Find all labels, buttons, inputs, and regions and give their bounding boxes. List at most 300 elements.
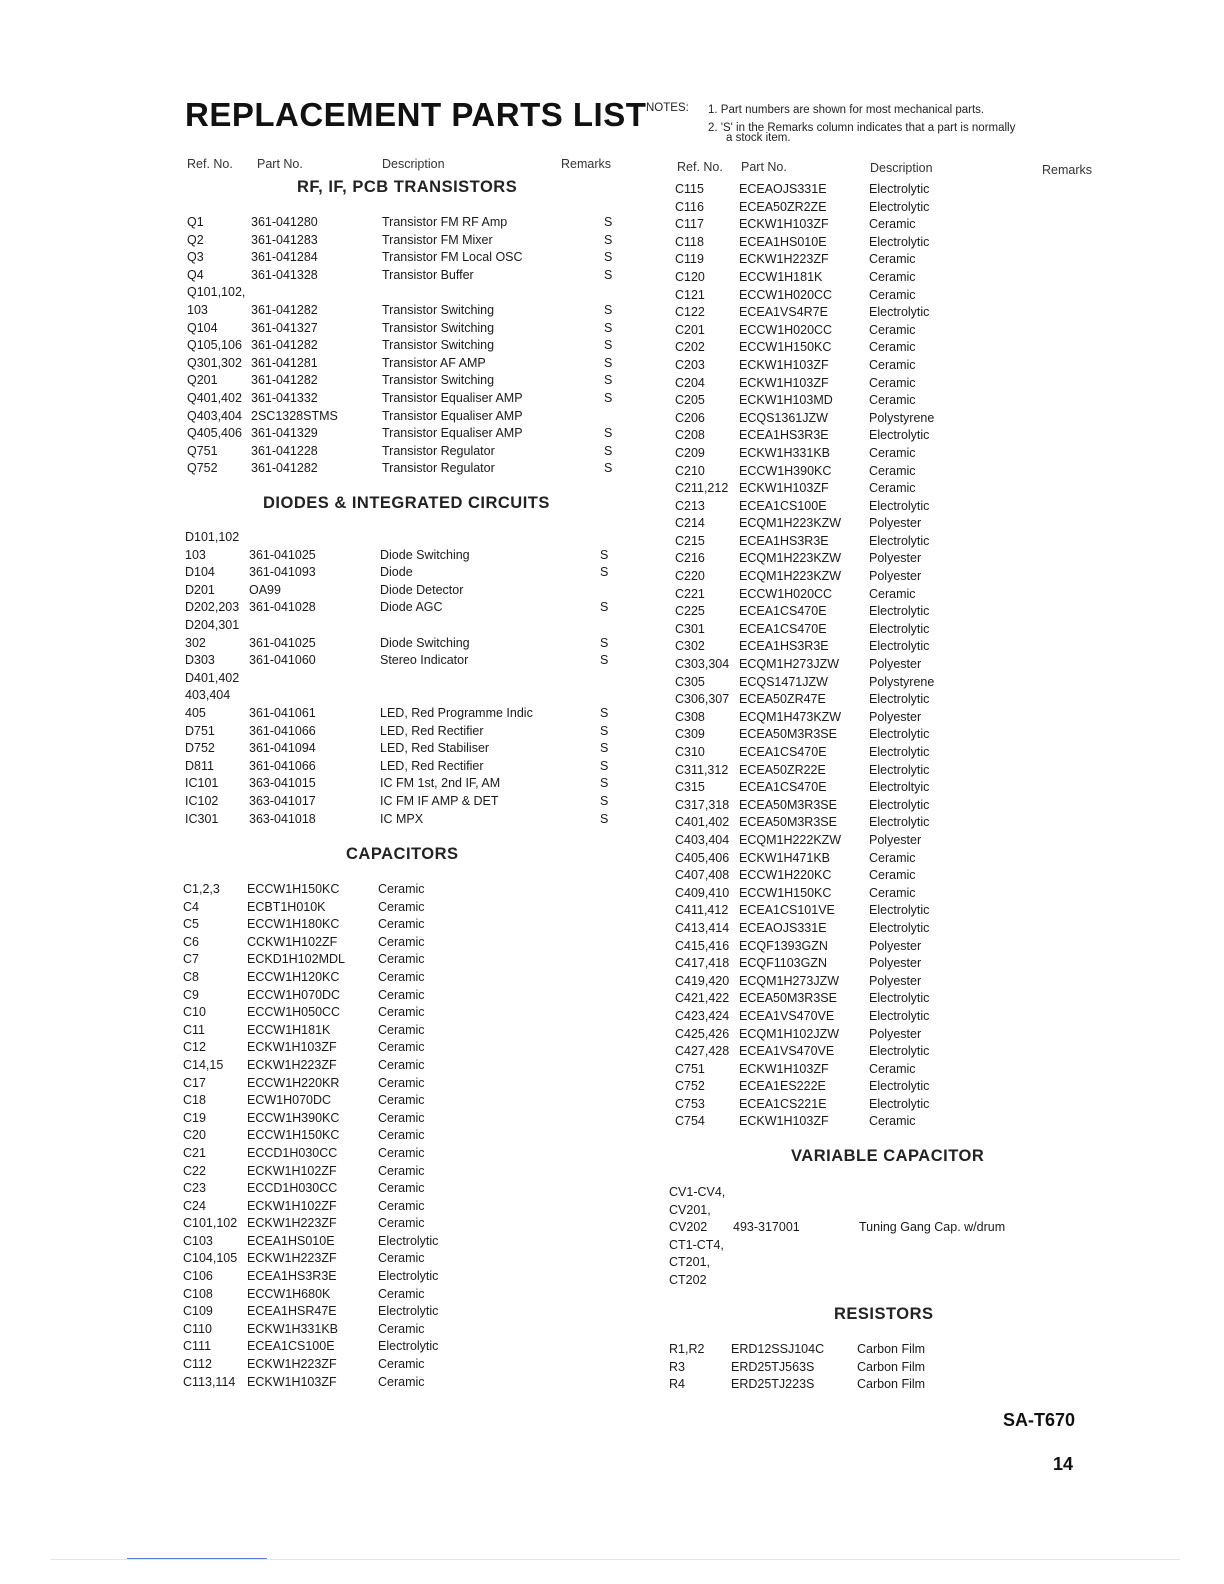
- description: Transistor FM Local OSC: [382, 250, 523, 265]
- remarks: S: [600, 758, 609, 773]
- part-no: 361-041094: [249, 741, 316, 756]
- ref-no: C7: [183, 952, 199, 967]
- remarks: S: [604, 390, 613, 405]
- description: Ceramic: [869, 252, 916, 267]
- description: Electrolytic: [869, 621, 930, 636]
- description: Tuning Gang Cap. w/drum: [859, 1220, 1006, 1235]
- remarks: S: [600, 547, 609, 562]
- remarks: S: [604, 426, 613, 441]
- part-no: ECEA1VS4R7E: [739, 305, 828, 320]
- section-title-transistors: RF, IF, PCB TRANSISTORS: [297, 178, 518, 196]
- description: Transistor Regulator: [382, 461, 495, 476]
- description: Ceramic: [378, 1181, 425, 1196]
- part-no: ECW1H070DC: [247, 1093, 332, 1108]
- description: Ceramic: [378, 1022, 425, 1037]
- part-no: ECKW1H103ZF: [739, 375, 829, 390]
- ref-no: 403,404: [185, 688, 231, 703]
- part-no: ECKW1H331KB: [247, 1321, 339, 1336]
- description: Ceramic: [378, 934, 425, 949]
- part-no: ECEAOJS331E: [739, 182, 827, 196]
- ref-no: C21: [183, 1145, 206, 1160]
- part-no: ECEA1CS101VE: [739, 903, 835, 918]
- ref-no: C309: [675, 727, 705, 742]
- description: Electrolytic: [378, 1233, 439, 1248]
- part-no: ECCW1H150KC: [247, 882, 340, 896]
- part-no: 361-041282: [251, 302, 318, 317]
- part-no: ECCW1H050CC: [247, 1005, 341, 1020]
- description: Electrolytic: [378, 1339, 439, 1354]
- remarks: S: [604, 267, 613, 282]
- part-no: ECKW1H223ZF: [247, 1251, 337, 1266]
- ref-no: C209: [675, 445, 705, 460]
- ref-no: C12: [183, 1040, 206, 1055]
- part-no: ECEAOJS331E: [739, 920, 827, 935]
- ref-no: C205: [675, 393, 705, 408]
- ref-no: C208: [675, 428, 705, 443]
- part-no: ECKW1H223ZF: [739, 252, 829, 267]
- part-no: ECCW1H020CC: [739, 287, 833, 302]
- part-no: ECEA50M3R3SE: [739, 991, 837, 1006]
- ref-no: C106: [183, 1269, 213, 1284]
- part-no: ECKW1H103ZF: [247, 1374, 337, 1389]
- description: Ceramic: [378, 969, 425, 984]
- part-no: ECQM1H102JZW: [739, 1026, 840, 1041]
- description: Polystyrene: [869, 674, 935, 689]
- part-no: ECCW1H680K: [247, 1286, 331, 1301]
- remarks: S: [604, 215, 613, 229]
- ref-no: C315: [675, 780, 705, 795]
- ref-no: D202,203: [185, 600, 240, 615]
- part-no: ECEA1HS010E: [247, 1233, 335, 1248]
- part-no: ECEA50M3R3SE: [739, 815, 837, 830]
- remarks: S: [604, 302, 613, 317]
- part-no: ECEA1VS470VE: [739, 1008, 835, 1023]
- ref-no: C18: [183, 1093, 206, 1108]
- ref-no: C119: [675, 252, 704, 267]
- description: Polyester: [869, 569, 922, 584]
- ref-no: CV1-CV4,: [669, 1185, 726, 1199]
- ref-no: C425,426: [675, 1026, 730, 1041]
- description: Diode AGC: [380, 600, 443, 615]
- remarks: S: [600, 741, 609, 756]
- description: Ceramic: [869, 287, 916, 302]
- ref-no: C117: [675, 217, 704, 232]
- part-no: ECKW1H103ZF: [739, 1061, 829, 1076]
- part-no: ECCW1H150KC: [247, 1128, 340, 1143]
- description: Polyester: [869, 1026, 922, 1041]
- ref-no: D752: [185, 741, 215, 756]
- part-no: CCKW1H102ZF: [247, 934, 338, 949]
- ref-no: C203: [675, 357, 705, 372]
- ref-no: C301: [675, 621, 705, 636]
- description: Electrolytic: [869, 199, 930, 214]
- part-no: ECCW1H150KC: [739, 340, 832, 355]
- remarks: S: [604, 443, 613, 458]
- ref-no: C216: [675, 551, 705, 566]
- part-no: ECCW1H181K: [247, 1022, 331, 1037]
- remarks: S: [600, 600, 609, 615]
- description: Ceramic: [378, 1357, 425, 1372]
- left-header-desc: Description: [382, 157, 445, 171]
- ref-no: C121: [675, 287, 705, 302]
- description: LED, Red Stabiliser: [380, 741, 490, 756]
- ref-no: C405,406: [675, 850, 730, 865]
- ref-no: Q301,302: [187, 355, 242, 370]
- part-no: OA99: [249, 582, 281, 597]
- part-no: 361-041028: [249, 600, 316, 615]
- remarks: S: [600, 635, 609, 650]
- part-no: 361-041066: [249, 723, 316, 738]
- bottom-accent-line: [127, 1558, 267, 1559]
- ref-no: C305: [675, 674, 705, 689]
- part-no: 361-041328: [251, 267, 318, 282]
- description: Polyester: [869, 832, 922, 847]
- ref-no: D201: [185, 582, 215, 597]
- description: Ceramic: [869, 445, 916, 460]
- right-header-ref: Ref. No.: [677, 160, 723, 174]
- part-no: ECQS1471JZW: [739, 674, 828, 689]
- ref-no: D401,402: [185, 670, 240, 685]
- ref-no: C311,312: [675, 762, 729, 777]
- ref-no: C202: [675, 340, 705, 355]
- description: Ceramic: [869, 481, 916, 496]
- description: Polystyrene: [869, 410, 935, 425]
- description: Carbon Film: [857, 1377, 926, 1392]
- description: Electroltyic: [869, 780, 930, 795]
- description: Electrolytic: [869, 639, 930, 654]
- part-no: ECCW1H020CC: [739, 322, 833, 337]
- ref-no: C204: [675, 375, 705, 390]
- ref-no: C752: [675, 1079, 705, 1094]
- part-no: ECQM1H273JZW: [739, 657, 840, 672]
- description: Electrolytic: [869, 1044, 930, 1059]
- description: Ceramic: [869, 1061, 916, 1076]
- remarks: S: [604, 373, 613, 388]
- ref-no: C17: [183, 1075, 206, 1090]
- description: Diode Switching: [380, 635, 470, 650]
- ref-no: Q104: [187, 320, 218, 335]
- description: Electrolytic: [869, 815, 930, 830]
- ref-no: C5: [183, 917, 199, 932]
- ref-no: Q401,402: [187, 390, 242, 405]
- description: Electrolytic: [869, 762, 930, 777]
- description: Electrolytic: [869, 234, 930, 249]
- part-no: ECKW1H471KB: [739, 850, 831, 865]
- part-no: 363-041017: [249, 793, 316, 808]
- ref-no: CT202: [669, 1272, 707, 1287]
- part-no: 361-041228: [251, 443, 318, 458]
- ref-no: C419,420: [675, 973, 730, 988]
- part-no: ERD12SSJ104C: [731, 1342, 825, 1356]
- ref-no: C213: [675, 498, 705, 513]
- description: Polyester: [869, 657, 922, 672]
- notes-label: NOTES:: [646, 102, 689, 114]
- part-no: ERD25TJ563S: [731, 1359, 815, 1374]
- description: Ceramic: [378, 1040, 425, 1055]
- description: Transistor Switching: [382, 320, 495, 335]
- description: Transistor Buffer: [382, 267, 474, 282]
- description: LED, Red Rectifier: [380, 723, 484, 738]
- ref-no: Q101,102,: [187, 285, 246, 300]
- ref-no: D204,301: [185, 617, 240, 632]
- part-no: ECEA1CS470E: [739, 780, 827, 795]
- part-no: ECCD1H030CC: [247, 1145, 338, 1160]
- part-no: ECKW1H103MD: [739, 393, 833, 408]
- note-line: 1. Part numbers are shown for most mechanical parts.: [708, 104, 985, 116]
- ref-no: Q752: [187, 461, 218, 476]
- description: Electrolytic: [869, 1008, 930, 1023]
- left-header-part: Part No.: [257, 157, 303, 171]
- description: Ceramic: [378, 1110, 425, 1125]
- left-header-ref: Ref. No.: [187, 157, 233, 171]
- ref-no: C108: [183, 1286, 213, 1301]
- remarks: S: [604, 338, 613, 353]
- description: Electrolytic: [869, 305, 930, 320]
- part-no: ECCW1H180KC: [247, 917, 340, 932]
- description: Ceramic: [378, 899, 425, 914]
- description: Transistor Equaliser AMP: [382, 426, 523, 441]
- ref-no: C753: [675, 1096, 705, 1111]
- part-no: ECEA1HS010E: [739, 234, 827, 249]
- ref-no: C111: [183, 1339, 212, 1354]
- description: Transistor AF AMP: [382, 355, 486, 370]
- description: Electrolytic: [869, 991, 930, 1006]
- section-title-variable-capacitor: VARIABLE CAPACITOR: [791, 1147, 985, 1165]
- ref-no: 103: [187, 302, 208, 317]
- description: Polyester: [869, 956, 922, 971]
- ref-no: C4: [183, 899, 199, 914]
- part-no: 361-041060: [249, 653, 316, 668]
- ref-no: IC102: [185, 793, 219, 808]
- part-no: ECEA1HS3R3E: [739, 533, 829, 548]
- description: Ceramic: [869, 269, 916, 284]
- part-no: ECKW1H103ZF: [247, 1040, 337, 1055]
- ref-no: C225: [675, 604, 705, 619]
- description: Transistor Switching: [382, 338, 495, 353]
- description: Polyester: [869, 938, 922, 953]
- part-no: ECKW1H223ZF: [247, 1357, 337, 1372]
- part-no: 361-041025: [249, 635, 316, 650]
- ref-no: C310: [675, 745, 705, 759]
- ref-no: C211,212: [675, 481, 729, 496]
- right-header-part: Part No.: [741, 160, 787, 174]
- ref-no: R4: [669, 1377, 685, 1392]
- ref-no: C24: [183, 1198, 206, 1213]
- part-no: ECKW1H223ZF: [247, 1216, 337, 1231]
- remarks: S: [604, 461, 613, 476]
- description: Ceramic: [869, 463, 916, 478]
- ref-no: C116: [675, 199, 704, 214]
- part-no: ECEA50ZR22E: [739, 762, 826, 777]
- description: Ceramic: [869, 340, 916, 355]
- part-no: ECQM1H223KZW: [739, 551, 842, 566]
- description: Electrolytic: [869, 428, 930, 443]
- description: Electrolytic: [869, 533, 930, 548]
- part-no: ECEA1HSR47E: [247, 1304, 337, 1319]
- part-no: 361-041282: [251, 338, 318, 353]
- part-no: 361-041282: [251, 373, 318, 388]
- remarks: S: [600, 653, 609, 668]
- ref-no: C407,408: [675, 868, 730, 883]
- part-no: ECQM1H223KZW: [739, 569, 842, 584]
- part-no: 363-041015: [249, 776, 316, 791]
- right-header-desc: Description: [870, 161, 933, 175]
- remarks: S: [604, 355, 613, 370]
- page-title: REPLACEMENT PARTS LIST: [185, 96, 647, 133]
- ref-no: C103: [183, 1233, 213, 1248]
- ref-no: C1,2,3: [183, 882, 220, 896]
- remarks: S: [604, 250, 613, 265]
- ref-no: C417,418: [675, 956, 730, 971]
- part-no: 361-041327: [251, 320, 318, 335]
- ref-no: C403,404: [675, 832, 730, 847]
- ref-no: C317,318: [675, 797, 730, 812]
- section-title-capacitors: CAPACITORS: [346, 845, 459, 863]
- description: Transistor Equaliser AMP: [382, 408, 523, 423]
- ref-no: C115: [675, 182, 704, 196]
- ref-no: D303: [185, 653, 215, 668]
- ref-no: C19: [183, 1110, 206, 1125]
- description: Transistor Switching: [382, 373, 495, 388]
- part-no: ECCW1H020CC: [739, 586, 833, 601]
- ref-no: C201: [675, 322, 705, 337]
- description: IC FM IF AMP & DET: [380, 793, 499, 808]
- part-no: ECCW1H120KC: [247, 969, 340, 984]
- ref-no: D811: [185, 758, 214, 773]
- part-no: ECCW1H390KC: [247, 1110, 340, 1125]
- description: Ceramic: [378, 1251, 425, 1266]
- description: LED, Red Programme Indic: [380, 705, 533, 720]
- part-no: ECEA1CS100E: [247, 1339, 335, 1354]
- part-no: ECEA1CS470E: [739, 621, 827, 636]
- part-no: ECEA50ZR2ZE: [739, 199, 827, 214]
- ref-no: Q201: [187, 373, 218, 388]
- part-no: 361-041281: [251, 355, 318, 370]
- description: Diode Switching: [380, 547, 470, 562]
- ref-no: C8: [183, 969, 199, 984]
- ref-no: C20: [183, 1128, 206, 1143]
- part-no: ECQM1H223KZW: [739, 516, 842, 531]
- remarks: S: [600, 705, 609, 720]
- description: Polyester: [869, 709, 922, 724]
- description: Ceramic: [869, 357, 916, 372]
- ref-no: CV202: [669, 1220, 708, 1235]
- description: Electrolytic: [869, 903, 930, 918]
- part-no: ECQF1103GZN: [739, 956, 827, 971]
- description: Electrolytic: [869, 727, 930, 742]
- description: Electrolytic: [869, 692, 930, 707]
- ref-no: C303,304: [675, 657, 730, 672]
- ref-no: R1,R2: [669, 1342, 705, 1356]
- part-no: ERD25TJ223S: [731, 1377, 815, 1392]
- part-no: ECEA1VS470VE: [739, 1044, 835, 1059]
- description: Polyester: [869, 973, 922, 988]
- description: Electrolytic: [869, 920, 930, 935]
- part-no: ECEA1CS221E: [739, 1096, 827, 1111]
- description: Carbon Film: [857, 1359, 926, 1374]
- part-no: ECKW1H102ZF: [247, 1163, 337, 1178]
- part-no: ECEA50M3R3SE: [739, 797, 837, 812]
- part-no: ECEA1HS3R3E: [247, 1269, 337, 1284]
- description: Ceramic: [378, 987, 425, 1002]
- ref-no: IC301: [185, 811, 219, 826]
- remarks: S: [600, 723, 609, 738]
- ref-no: C110: [183, 1321, 212, 1336]
- description: Ceramic: [378, 1005, 425, 1020]
- description: Electrolytic: [869, 1096, 930, 1111]
- ref-no: D751: [185, 723, 215, 738]
- part-no: ECEA1HS3R3E: [739, 639, 829, 654]
- part-no: ECCW1H220KC: [739, 868, 832, 883]
- ref-no: C113,114: [183, 1374, 236, 1389]
- part-no: ECKW1H102ZF: [247, 1198, 337, 1213]
- remarks: S: [600, 565, 609, 580]
- remarks: S: [600, 811, 609, 826]
- description: Polyester: [869, 551, 922, 566]
- description: Diode Detector: [380, 582, 464, 597]
- description: Ceramic: [378, 1093, 425, 1108]
- ref-no: R3: [669, 1359, 685, 1374]
- ref-no: C754: [675, 1114, 705, 1129]
- part-no: ECEA50ZR47E: [739, 692, 826, 707]
- description: Transistor Equaliser AMP: [382, 390, 523, 405]
- ref-no: C104,105: [183, 1251, 238, 1266]
- ref-no: C23: [183, 1181, 206, 1196]
- description: Stereo Indicator: [380, 653, 469, 668]
- part-no: ECQS1361JZW: [739, 410, 828, 425]
- part-no: ECQF1393GZN: [739, 938, 828, 953]
- description: Carbon Film: [857, 1342, 926, 1356]
- description: Electrolytic: [869, 745, 930, 759]
- part-no: ECKD1H102MDL: [247, 952, 345, 967]
- ref-no: C206: [675, 410, 705, 425]
- ref-no: Q1: [187, 215, 204, 229]
- ref-no: C306,307: [675, 692, 730, 707]
- part-no: ECEA1CS100E: [739, 498, 827, 513]
- description: Electrolytic: [869, 604, 930, 619]
- description: Ceramic: [378, 1286, 425, 1301]
- part-no: 361-041280: [251, 215, 318, 229]
- part-no: ECQM1H473KZW: [739, 709, 842, 724]
- ref-no: C423,424: [675, 1008, 730, 1023]
- ref-no: CT201,: [669, 1255, 710, 1270]
- part-no: ECKW1H103ZF: [739, 1114, 829, 1129]
- ref-no: C411,412: [675, 903, 729, 918]
- part-no: 361-041332: [251, 390, 318, 405]
- description: Ceramic: [869, 217, 916, 232]
- bottom-rule: [50, 1559, 1180, 1560]
- ref-no: Q405,406: [187, 426, 242, 441]
- description: Ceramic: [869, 885, 916, 900]
- part-no: 493-317001: [733, 1220, 800, 1235]
- part-no: 361-041282: [251, 461, 318, 476]
- part-no: ECQM1H222KZW: [739, 832, 842, 847]
- description: Transistor Regulator: [382, 443, 495, 458]
- ref-no: 405: [185, 705, 206, 720]
- description: Ceramic: [869, 850, 916, 865]
- ref-no: C215: [675, 533, 705, 548]
- part-no: 361-041061: [249, 705, 316, 720]
- description: Transistor FM Mixer: [382, 232, 493, 247]
- description: Ceramic: [378, 1198, 425, 1213]
- ref-no: CV201,: [669, 1202, 711, 1217]
- description: Ceramic: [378, 1145, 425, 1160]
- description: Electrolytic: [378, 1304, 439, 1319]
- model-number: SA-T670: [1003, 1410, 1076, 1430]
- part-no: ECEA1CS470E: [739, 745, 827, 759]
- ref-no: C421,422: [675, 991, 730, 1006]
- ref-no: C120: [675, 269, 705, 284]
